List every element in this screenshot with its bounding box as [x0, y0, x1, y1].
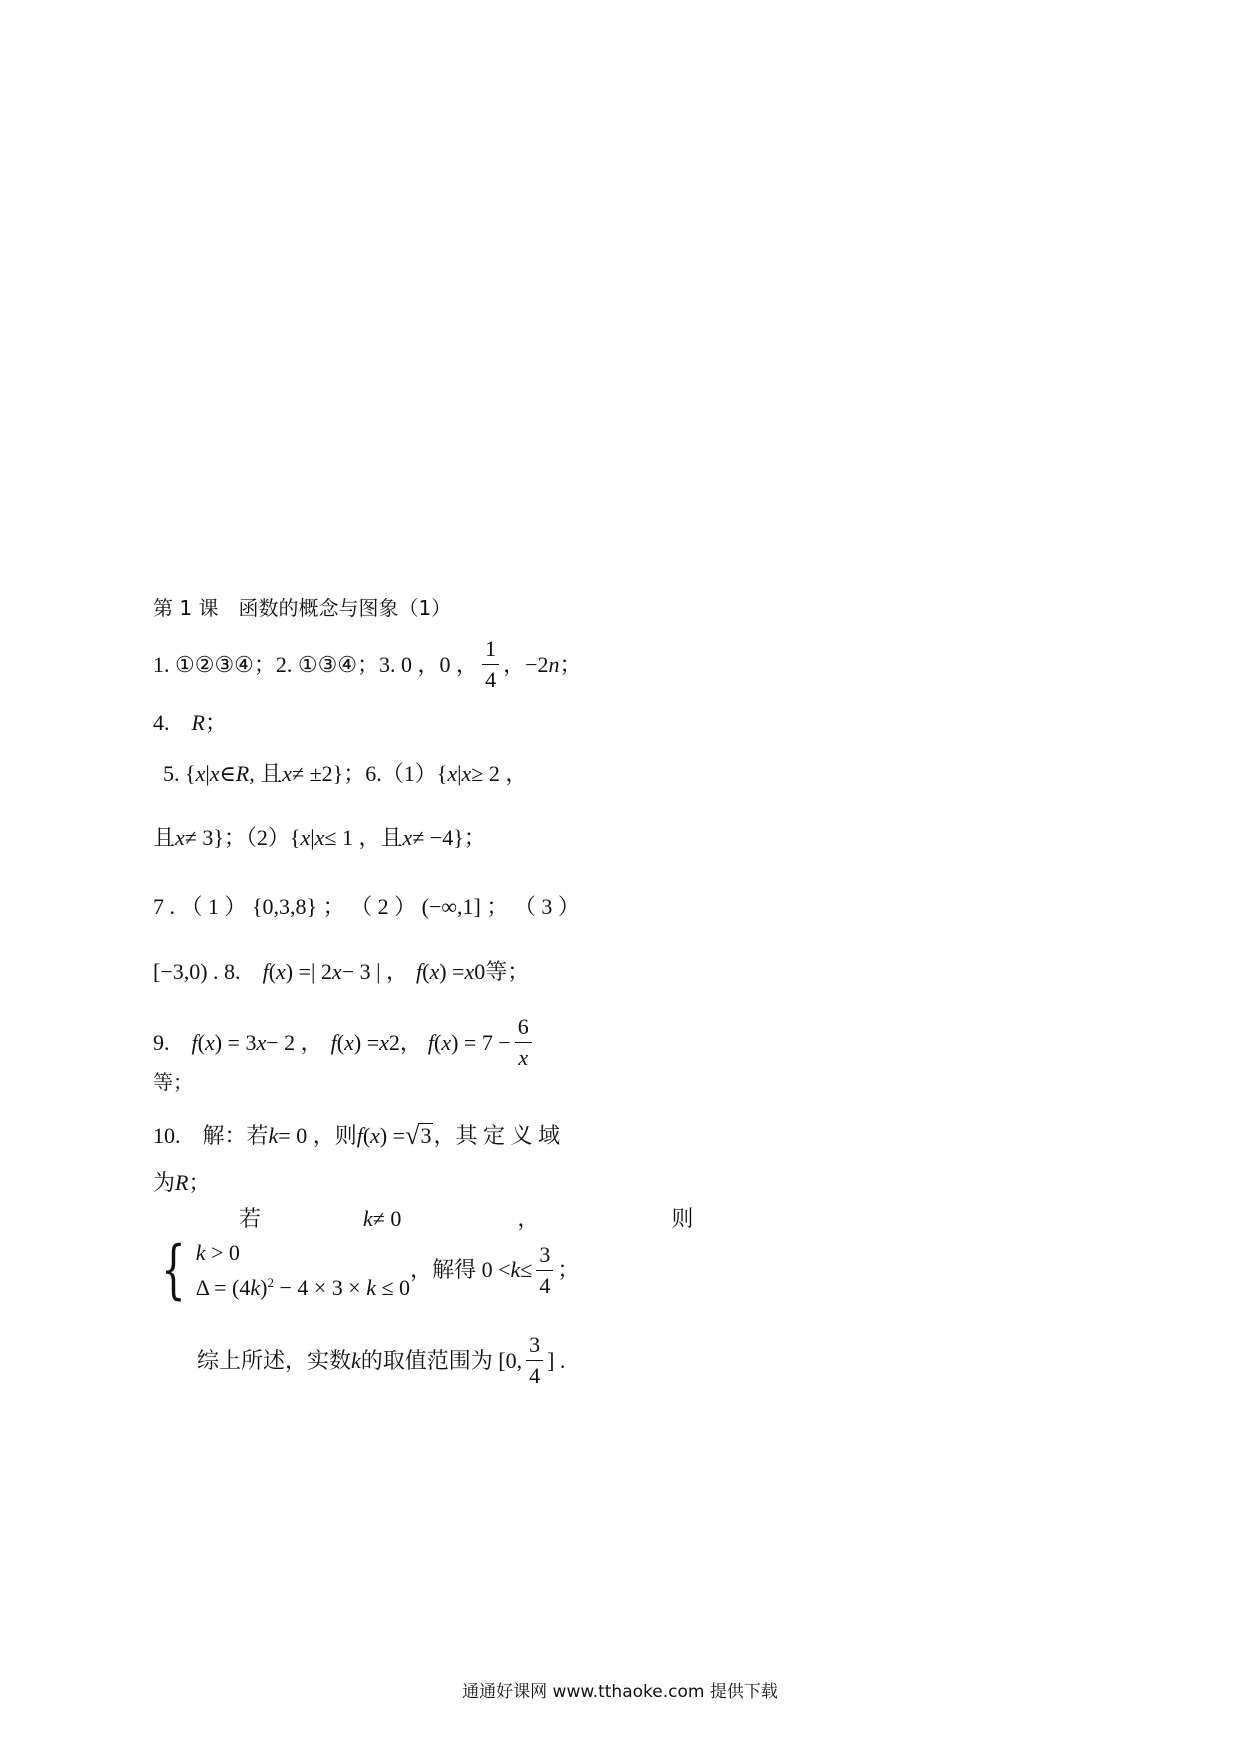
- fraction: $\frac{6}{x}$: [515, 1016, 532, 1069]
- inequality-system: { k > 0 $\Delta = (4k)^2 - 4 \times 3 \times k \le 0$: [161, 1233, 411, 1307]
- answer-line-12: { k > 0 $\Delta = (4k)^2 - 4 \times 3 \times k \le 0$ ，解得 0 < k ≤ $\frac{3}{4}$ ；: [153, 1238, 579, 1302]
- answer-line-6: [−3,0) . 8. f ( x ) =| 2 x − 3 | ， f ( x ) = x 0 等；: [153, 959, 530, 984]
- answer-line-10: 为 R ；: [153, 1170, 211, 1195]
- lesson-title: 第 1 课 函数的概念与图象（1）: [153, 596, 452, 620]
- answer-line-4: 且 x ≠ 3}；（2）{ x | x ≤ 1 ，且 x ≠ −4}；: [153, 825, 486, 850]
- fraction: $\frac{3}{4}$: [526, 1334, 543, 1387]
- answer-line-11: 若 k ≠ 0 ， 则: [239, 1206, 694, 1231]
- answer-line-13: 综上所述，实数 k 的取值范围为 [0, $\frac{3}{4}$ ] .: [197, 1332, 566, 1388]
- fraction: $\frac{3}{4}$: [536, 1244, 553, 1297]
- answer-line-5: 7 . （ 1 ） {0,3,8} ； （ 2 ） (−∞,1] ； （ 3 ）: [153, 894, 580, 919]
- answer-line-1: 1. ①②③④；2. ①③④；3. 0 ，0 ， $\frac{1}{4}$ ，−2 n ；: [153, 636, 582, 692]
- answer-line-3: 5. { x | x ∈ R , 且 x ≠ ±2}；6.（1）{ x | x ≥ 2 ，: [163, 761, 528, 786]
- page-footer: 通通好课网 www.tthaoke.com 提供下载: [462, 1682, 778, 1702]
- answer-line-7: 9. f ( x ) = 3 x − 2 ， f ( x ) = x 2 ， f ( x ) = 7 − $\frac{6}{x}$: [153, 1016, 536, 1069]
- square-root: √ 3: [405, 1121, 432, 1150]
- answer-line-9: 10. 解：若 k = 0 ，则 f ( x ) = √ 3 ，其 定 义 域: [153, 1121, 560, 1150]
- answer-line-8: 等；: [153, 1070, 193, 1094]
- answer-line-2: 4. R ；: [153, 710, 227, 735]
- fraction: $\frac{1}{4}$: [482, 638, 499, 691]
